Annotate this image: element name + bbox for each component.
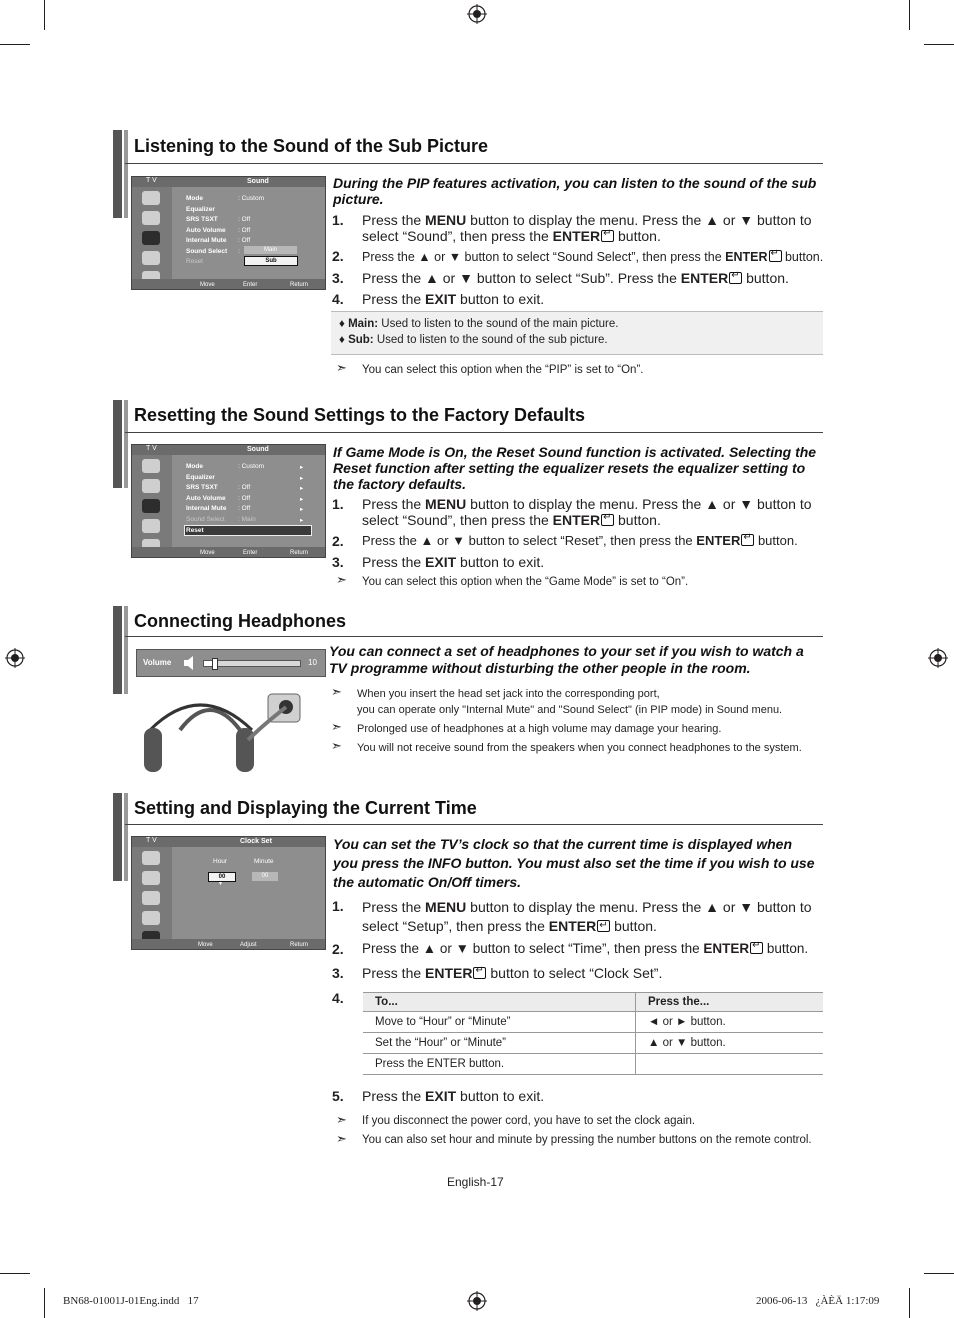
note-arrow-icon: ➣ bbox=[331, 738, 342, 753]
enter-icon bbox=[741, 534, 754, 546]
menu-sidebar bbox=[132, 187, 172, 279]
sound-icon bbox=[142, 499, 160, 513]
picture-icon bbox=[142, 191, 160, 205]
info-line: ♦ Sub: Used to listen to the sound of the sub picture. bbox=[339, 334, 608, 346]
crop-mark bbox=[0, 1273, 30, 1274]
menu-row: Internal Mute bbox=[186, 505, 227, 512]
menu-row-value: : Main bbox=[238, 516, 256, 523]
chevron-right-icon: ▸ bbox=[300, 475, 304, 482]
footer-enter: Enter bbox=[243, 550, 258, 556]
menu-title: Sound bbox=[247, 446, 269, 453]
note-text: Prolonged use of headphones at a high volume may damage your hearing. bbox=[357, 723, 722, 735]
menu-row-value: : Off bbox=[238, 495, 251, 502]
step-number: 3. bbox=[332, 554, 344, 570]
chevron-right-icon: ▸ bbox=[300, 517, 304, 524]
enter-icon bbox=[597, 920, 610, 932]
step-text: Press the ▲ or ▼ button to select “Sound Select”, then press the ENTER↵ button. bbox=[362, 249, 832, 265]
step-text: Press the ▲ or ▼ button to select “Reset”, then press the ENTER↵ button. bbox=[362, 533, 832, 549]
enter-icon bbox=[601, 514, 614, 526]
menu-title: Clock Set bbox=[240, 838, 272, 845]
section-marker bbox=[113, 400, 122, 488]
registration-mark-icon bbox=[5, 648, 25, 668]
print-slug-right: 2006-06-13 ¿ÀÈÄ 1:17:09 bbox=[756, 1295, 880, 1307]
menu-row-value: : Off bbox=[238, 216, 251, 223]
step-number: 5. bbox=[332, 1088, 344, 1104]
menu-sidebar bbox=[132, 847, 172, 939]
note-text: When you insert the head set jack into the corresponding port, you can operate only "Internal Mute" and "Sound Select" (in PIP mode) in Sound menu. bbox=[357, 688, 783, 716]
menu-tv-label: T V bbox=[146, 177, 157, 184]
table-row bbox=[363, 1054, 823, 1075]
section-title: Resetting the Sound Settings to the Factory Defaults bbox=[134, 405, 586, 425]
section-rule bbox=[125, 432, 823, 433]
menu-row: Auto Volume bbox=[186, 227, 226, 234]
footer-return: Return bbox=[290, 282, 309, 288]
step-number: 2. bbox=[332, 941, 344, 957]
print-slug-left: BN68-01001J-01Eng.indd 17 bbox=[63, 1295, 199, 1307]
input-icon bbox=[142, 911, 160, 925]
table-header-row bbox=[363, 993, 823, 1012]
step-text: Press the MENU button to display the menu. Press the ▲ or ▼ button to select “Sound”, then press the ENTER↵ button. bbox=[362, 496, 822, 528]
menu-row: Sound Select bbox=[186, 248, 228, 255]
step-number: 2. bbox=[332, 248, 344, 264]
enter-icon bbox=[729, 272, 742, 284]
menu-row-value: : Custom bbox=[238, 463, 265, 470]
step-text: Press the ENTER↵ button to select “Clock Set”. bbox=[362, 965, 822, 981]
table-row bbox=[363, 1012, 823, 1033]
section-intro: If Game Mode is On, the Reset Sound function is activated. Selecting the Reset function after setting the equalizer resets the equalizer setting to the factory defaults. bbox=[333, 444, 817, 492]
menu-row: Sound Select bbox=[186, 516, 225, 523]
menu-row: Equalizer bbox=[186, 474, 215, 481]
crop-mark bbox=[0, 44, 30, 45]
note-text: You can also set hour and minute by pressing the number buttons on the remote control. bbox=[362, 1134, 812, 1146]
hour-label: Hour bbox=[213, 858, 228, 865]
menu-row-value: : Off bbox=[238, 237, 251, 244]
step-number: 3. bbox=[332, 270, 344, 286]
chevron-right-icon: ▸ bbox=[300, 506, 304, 513]
menu-sidebar bbox=[132, 455, 172, 547]
picture-icon bbox=[142, 851, 160, 865]
registration-mark-icon bbox=[467, 4, 487, 24]
menu-row: Equalizer bbox=[186, 206, 215, 213]
enter-icon bbox=[473, 967, 486, 979]
crop-mark bbox=[924, 1273, 954, 1274]
menu-row-value: : Off bbox=[238, 227, 251, 234]
menu-row: Mode bbox=[186, 195, 203, 202]
channel-icon bbox=[142, 479, 160, 493]
menu-row: Mode bbox=[186, 463, 203, 470]
volume-value: 10 bbox=[308, 658, 317, 667]
footer-move: Move bbox=[200, 282, 215, 288]
enter-icon bbox=[601, 230, 614, 242]
section-rule bbox=[125, 636, 823, 637]
menu-footer bbox=[132, 547, 325, 557]
section-marker bbox=[124, 793, 128, 881]
section-marker bbox=[113, 606, 122, 694]
note-arrow-icon: ➣ bbox=[331, 684, 342, 699]
menu-row: Auto Volume bbox=[186, 495, 226, 502]
enter-icon bbox=[750, 942, 763, 954]
menu-footer bbox=[132, 939, 325, 949]
section-title: Listening to the Sound of the Sub Picture bbox=[134, 136, 488, 156]
section-intro: You can set the TV’s clock so that the current time is displayed when you press the INFO button. You must also set the time if you wish to use the automatic On/Off timers. bbox=[333, 836, 815, 890]
crop-mark bbox=[909, 0, 910, 30]
menu-row-value: : bbox=[238, 248, 240, 255]
picture-icon bbox=[142, 459, 160, 473]
channel-icon bbox=[142, 211, 160, 225]
registration-mark-icon bbox=[467, 1291, 487, 1311]
headphones-icon bbox=[140, 690, 310, 776]
section-marker bbox=[113, 793, 122, 881]
table-row bbox=[363, 1033, 823, 1054]
step-text: Press the EXIT button to exit. bbox=[362, 291, 545, 307]
step-number: 4. bbox=[332, 990, 344, 1006]
table-cell: Press the ENTER button. bbox=[363, 1054, 636, 1075]
section-marker bbox=[124, 400, 128, 488]
minute-value: 00 bbox=[252, 872, 278, 881]
info-line: ♦ Main: Used to listen to the sound of the main picture. bbox=[339, 318, 619, 330]
table-cell: ▲ or ▼ button. bbox=[636, 1033, 824, 1054]
menu-row: Reset bbox=[186, 527, 204, 534]
menu-row: SRS TSXT bbox=[186, 484, 218, 491]
menu-row-value: : Custom bbox=[238, 195, 265, 202]
menu-row: Internal Mute bbox=[186, 237, 227, 244]
step-text: Press the MENU button to display the menu. Press the ▲ or ▼ button to select “Setup”, then press the ENTER↵ button. bbox=[362, 898, 822, 936]
note-text: You will not receive sound from the speakers when you connect headphones to the system. bbox=[357, 742, 802, 754]
footer-return: Return bbox=[290, 942, 309, 948]
step-number: 1. bbox=[332, 212, 344, 228]
input-icon bbox=[142, 519, 160, 533]
step-text: Press the ▲ or ▼ button to select “Sub”. Press the ENTER↵ button. bbox=[362, 270, 822, 286]
table-header: To... bbox=[363, 993, 636, 1012]
channel-icon bbox=[142, 871, 160, 885]
step-number: 3. bbox=[332, 965, 344, 981]
note-arrow-icon: ➣ bbox=[336, 360, 347, 375]
step-number: 1. bbox=[332, 898, 344, 914]
section-marker bbox=[124, 606, 128, 694]
crop-mark bbox=[44, 0, 45, 30]
table-cell: Move to “Hour” or “Minute” bbox=[363, 1012, 636, 1033]
menu-row-value: : Off bbox=[238, 484, 251, 491]
table-cell: Set the “Hour” or “Minute” bbox=[363, 1033, 636, 1054]
section-marker bbox=[124, 130, 128, 218]
volume-track bbox=[203, 660, 301, 667]
speaker-icon bbox=[183, 655, 197, 671]
footer-move: Move bbox=[198, 942, 213, 948]
step-text: Press the EXIT button to exit. bbox=[362, 1088, 545, 1104]
note-text: You can select this option when the “Game Mode” is set to “On”. bbox=[362, 576, 689, 588]
note-text: If you disconnect the power cord, you have to set the clock again. bbox=[362, 1115, 696, 1127]
table-header: Press the... bbox=[636, 993, 824, 1012]
step-number: 2. bbox=[332, 533, 344, 549]
section-title: Setting and Displaying the Current Time bbox=[134, 798, 477, 818]
registration-mark-icon bbox=[928, 648, 948, 668]
section-title: Connecting Headphones bbox=[134, 611, 347, 631]
section-intro: You can connect a set of headphones to your set if you wish to watch a TV programme without disturbing the other people in the room. bbox=[329, 643, 804, 676]
sound-menu-screen bbox=[131, 444, 326, 558]
menu-row-value: : Off bbox=[238, 505, 251, 512]
menu-footer bbox=[132, 279, 325, 289]
footer-return: Return bbox=[290, 550, 309, 556]
note-arrow-icon: ➣ bbox=[336, 1131, 347, 1146]
note-arrow-icon: ➣ bbox=[331, 719, 342, 734]
option-main: Main bbox=[244, 246, 297, 254]
sound-icon bbox=[142, 891, 160, 905]
section-intro: During the PIP features activation, you can listen to the sound of the sub picture. bbox=[333, 175, 817, 207]
menu-tv-label: T V bbox=[146, 445, 157, 452]
chevron-down-icon: ▼ bbox=[218, 881, 223, 887]
step-text: Press the EXIT button to exit. bbox=[362, 554, 545, 570]
clock-set-table bbox=[363, 992, 823, 1075]
footer-enter: Enter bbox=[243, 282, 258, 288]
chevron-right-icon: ▸ bbox=[300, 464, 304, 471]
menu-row: SRS TSXT bbox=[186, 216, 218, 223]
footer-adjust: Adjust bbox=[240, 942, 257, 948]
sound-menu-screen bbox=[131, 176, 326, 290]
table-cell: ◄ or ► button. bbox=[636, 1012, 824, 1033]
step-text: Press the ▲ or ▼ button to select “Time”, then press the ENTER↵ button. bbox=[362, 941, 832, 957]
section-rule bbox=[125, 824, 823, 825]
menu-tv-label: T V bbox=[146, 837, 157, 844]
footer-move: Move bbox=[200, 550, 215, 556]
note-arrow-icon: ➣ bbox=[336, 1112, 347, 1127]
page-number: English-17 bbox=[447, 1175, 504, 1189]
step-number: 1. bbox=[332, 496, 344, 512]
crop-mark bbox=[44, 1288, 45, 1318]
hour-value: 00 bbox=[208, 872, 236, 882]
info-box bbox=[331, 311, 823, 355]
input-icon bbox=[142, 251, 160, 265]
section-marker bbox=[113, 130, 122, 218]
chevron-right-icon: ▸ bbox=[300, 496, 304, 503]
crop-mark bbox=[924, 44, 954, 45]
chevron-right-icon: ▸ bbox=[300, 485, 304, 492]
step-number: 4. bbox=[332, 291, 344, 307]
minute-label: Minute bbox=[254, 858, 274, 865]
step-text: Press the MENU button to display the menu. Press the ▲ or ▼ button to select “Sound”, then press the ENTER↵ button. bbox=[362, 212, 822, 244]
volume-knob bbox=[212, 658, 218, 670]
note-arrow-icon: ➣ bbox=[336, 572, 347, 587]
volume-bar bbox=[136, 649, 326, 677]
sound-icon bbox=[142, 231, 160, 245]
note-text: You can select this option when the “PIP” is set to “On”. bbox=[362, 364, 644, 376]
section-rule bbox=[125, 163, 823, 164]
crop-mark bbox=[909, 1288, 910, 1318]
enter-icon bbox=[769, 250, 782, 262]
option-sub: Sub bbox=[244, 256, 298, 266]
volume-label: Volume bbox=[143, 658, 172, 667]
menu-title: Sound bbox=[247, 178, 269, 185]
menu-row: Reset bbox=[186, 258, 203, 265]
clock-set-screen bbox=[131, 836, 326, 950]
table-cell bbox=[636, 1054, 824, 1075]
